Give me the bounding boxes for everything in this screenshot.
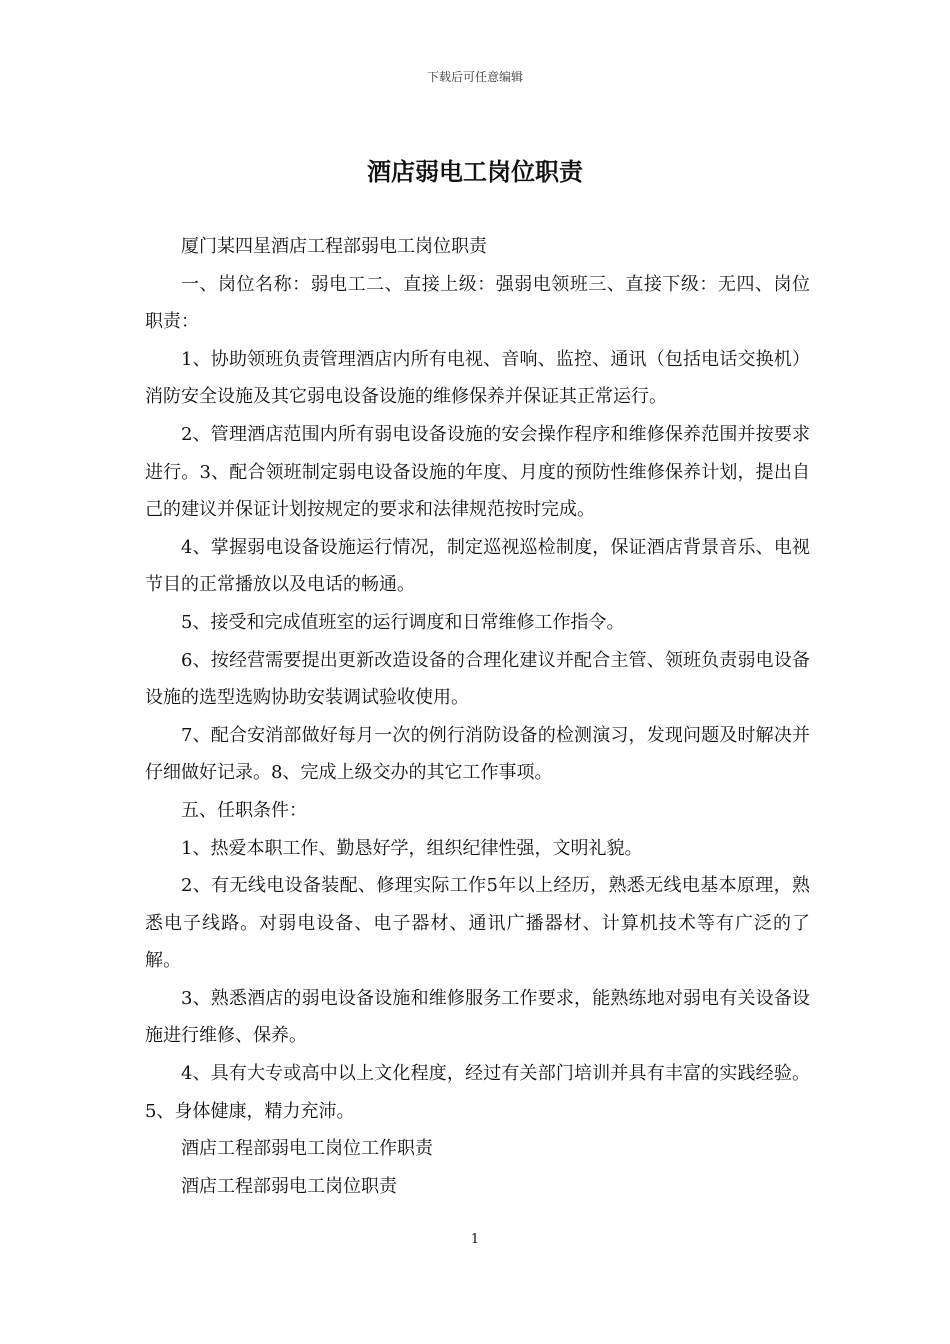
page-number: 1 bbox=[470, 1232, 480, 1247]
paragraph-requirement-1: 1、热爱本职工作、勤恳好学，组织纪律性强，文明礼貌。 bbox=[181, 837, 643, 859]
paragraph-duty-6: 6、按经营需要提出更新改造设备的合理化建议并配合主管、领班负责弱电设备设施的选型选购协助安装调试验收使用。 bbox=[145, 649, 810, 709]
paragraph-intro: 厦门某四星酒店工程部弱电工岗位职责 bbox=[181, 236, 487, 257]
document-title: 酒店弱电工岗位职责 bbox=[367, 157, 583, 186]
paragraph-position-info: 一、岗位名称：弱电工二、直接上级：强弱电领班三、直接下级：无四、岗位职责： bbox=[145, 273, 810, 333]
document-body bbox=[145, 228, 810, 1205]
paragraph-requirements-heading: 五、任职条件： bbox=[181, 799, 307, 821]
paragraph-duty-7-8: 7、配合安消部做好每月一次的例行消防设备的检测演习，发现问题及时解决并仔细做好记录。8、完成上级交办的其它工作事项。 bbox=[145, 724, 810, 784]
paragraph-requirement-4-5: 4、具有大专或高中以上文化程度，经过有关部门培训并具有丰富的实践经验。5、身体健康，精力充沛。 bbox=[145, 1063, 810, 1122]
paragraph-requirement-3: 3、熟悉酒店的弱电设备设施和维修服务工作要求，能熟练地对弱电有关设备设施进行维修、保养。 bbox=[145, 987, 810, 1047]
paragraph-subtitle-2: 酒店工程部弱电工岗位职责 bbox=[181, 1175, 397, 1197]
paragraph-duty-5: 5、接受和完成值班室的运行调度和日常维修工作指令。 bbox=[181, 611, 625, 633]
paragraph-duty-4: 4、掌握弱电设备设施运行情况，制定巡视巡检制度，保证酒店背景音乐、电视节目的正常播放以及电话的畅通。 bbox=[145, 536, 810, 596]
paragraph-duty-2-3: 2、管理酒店范围内所有弱电设备设施的安会操作程序和维修保养范围并按要求进行。3、配合领班制定弱电设备设施的年度、月度的预防性维修保养计划，提出自己的建议并保证计划按规定的要求和法律规范按时完成。 bbox=[145, 423, 810, 521]
paragraph-subtitle-1: 酒店工程部弱电工岗位工作职责 bbox=[181, 1138, 433, 1160]
paragraph-duty-1: 1、协助领班负责管理酒店内所有电视、音响、监控、通讯（包括电话交换机）消防安全设施及其它弱电设备设施的维修保养并保证其正常运行。 bbox=[145, 348, 810, 408]
paragraph-requirement-2: 2、有无线电设备装配、修理实际工作5年以上经历，熟悉无线电基本原理，熟悉电子线路。对弱电设备、电子器材、通讯广播器材、计算机技术等有广泛的了解。 bbox=[145, 875, 810, 972]
header-note: 下载后可任意编辑 bbox=[426, 70, 523, 84]
